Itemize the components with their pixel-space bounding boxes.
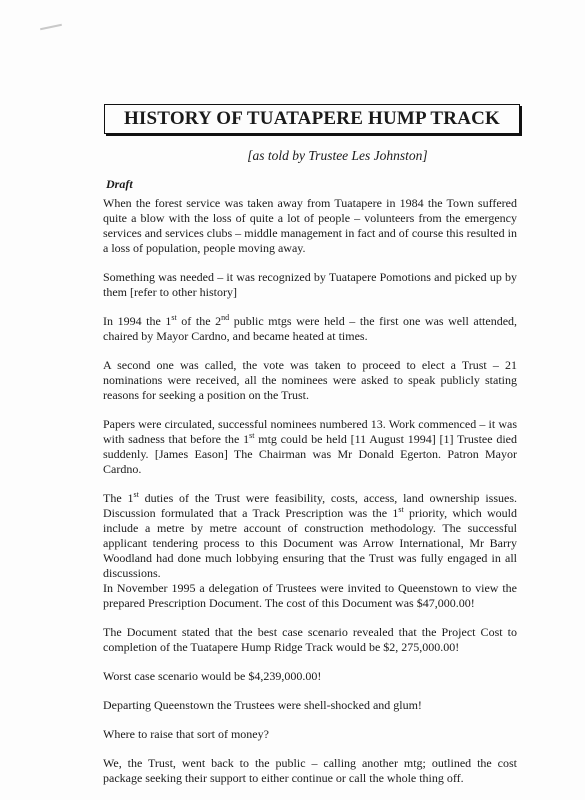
document-title: HISTORY OF TUATAPERE HUMP TRACK <box>123 108 501 129</box>
draft-label: Draft <box>106 177 133 191</box>
paragraph-12: We, the Trust, went back to the public – calling another mtg; outlined the cost package seeking their support to either continue or call the whole thing off. <box>103 756 517 785</box>
paragraph-3-part-c: public mtgs were held – the first one was well attended, chaired by Mayor Cardno, and became heated at times. <box>103 314 518 343</box>
paragraph-5 <box>103 417 517 477</box>
paragraph-5-part-b: mtg could be held [11 August 1994] [1] Trustee died suddenly. [James Eason] The Chairman was Mr Donald Egerton. Patron Mayor Cardno. <box>103 432 517 476</box>
paragraph-6 <box>103 491 517 581</box>
superscript: st <box>133 490 139 499</box>
paragraph-10: Departing Queenstown the Trustees were shell-shocked and glum! <box>103 698 422 712</box>
paragraph-5-part-a: Papers were circulated, successful nominees numbered 13. Work commenced – it was with sadness that before the 1 <box>103 417 517 446</box>
paragraph-4: A second one was called, the vote was taken to proceed to elect a Trust – 21 nominations were received, all the nominees were asked to speak publicly stating reasons for seeking a position on the Trust. <box>103 358 517 402</box>
paragraph-2: Something was needed – it was recognized by Tuatapere Pomotions and picked up by them [refer to other history] <box>103 270 517 299</box>
superscript: nd <box>221 313 230 322</box>
superscript: st <box>398 505 404 514</box>
document-body <box>103 196 517 800</box>
paragraph-6-part-b: duties of the Trust were feasibility, costs, access, land ownership issues. Discussion formulated that a Track Prescription was the 1 <box>103 491 517 520</box>
paragraph-6-part-c: priority, which would include a metre by metre account of construction methodology. The successful applicant tendering process to this Document was Arrow International, Mr Barry Woodland had done much lobbying ensuring that the Trust was fully engaged in all discussions. <box>103 506 517 580</box>
paragraph-8: The Document stated that the best case scenario revealed that the Project Cost to completion of the Tuatapere Hump Ridge Track would be $2, 275,000.00! <box>103 625 517 654</box>
paragraph-9: Worst case scenario would be $4,239,000.00! <box>103 669 322 683</box>
paragraph-3 <box>103 314 517 344</box>
superscript: st <box>171 313 177 322</box>
paragraph-1: When the forest service was taken away from Tuatapere in 1984 the Town suffered quite a blow with the loss of quite a lot of people – volunteers from the emergency services and services clubs – middle management in fact and of course this resulted in a loss of population, people moving away. <box>103 196 517 255</box>
paragraph-6-part-a: The 1 <box>103 491 134 505</box>
paragraph-3-part-a: In 1994 the 1 <box>103 314 172 328</box>
scan-mark <box>40 24 62 31</box>
paragraph-11: Where to raise that sort of money? <box>103 727 269 741</box>
title-box <box>104 104 520 134</box>
paragraph-7: In November 1995 a delegation of Trustees were invited to Queenstown to view the prepared Prescription Document. The cost of this Document was $47,000.00! <box>103 581 517 610</box>
superscript: st <box>249 431 255 440</box>
paragraph-3-part-b: of the 2 <box>176 314 222 328</box>
subtitle-text: [as told by Trustee Les Johnston] <box>247 148 428 163</box>
document-subtitle <box>0 148 585 164</box>
